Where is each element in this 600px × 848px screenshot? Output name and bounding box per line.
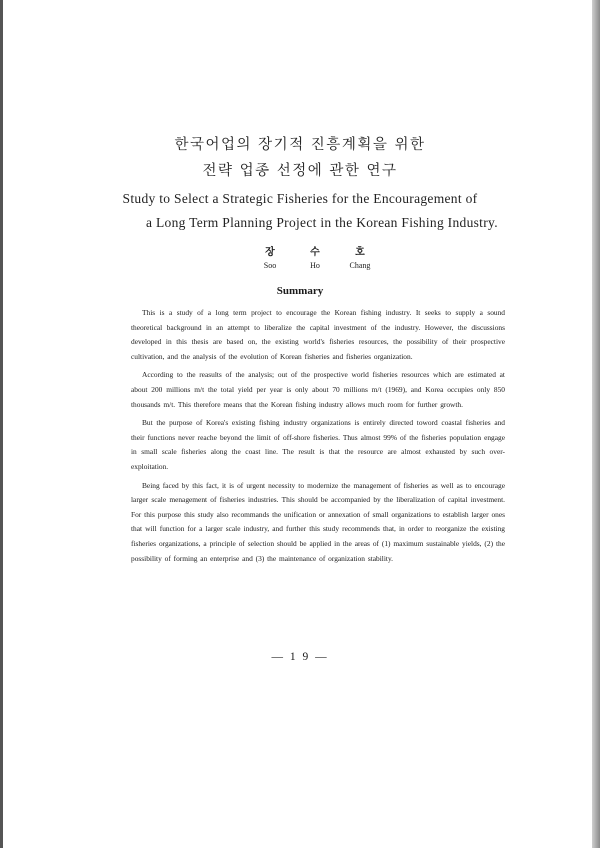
summary-heading: Summary bbox=[276, 285, 324, 297]
summary-paragraph: Being faced by this fact, it is of urgent necessity to modernize the management of fisheries as well as to encourage larger scale menagement of fisheries industries. This should be accompanied by the liberalization of capital investment. For this purpose this study also recommands the unification or annexation of small organizations to establish larger ones that will function for a larger scale industry, and further this study recommends that, in order to reorganize the existing fisheries organizations, a principle of selection should be applied in the areas of (1) maximum sustainable yields, (2) the possibility of forming an enterprise and (3) the maintenance of organization stability. bbox=[131, 480, 505, 563]
author-name-korean bbox=[250, 243, 380, 258]
summary-paragraph: This is a study of a long term project to encourage the Korean fishing industry. It seeks to supply a sound theoretical background in an attempt to liberalize the capital investment of the industry. However, the discussions developed in this thesis are based on, the existing world's fisheries resources, the possibility of their prospective cultivation, and the analysis of the evolution of Korean fisheries and fisheries organization. bbox=[131, 308, 505, 361]
korean-title-line-1: 한국어업의 장기적 진흥계획을 위한 bbox=[174, 137, 426, 153]
author-surname-korean: 장 bbox=[265, 247, 275, 258]
english-title-line-1: Study to Select a Strategic Fisheries for the Encouragement of bbox=[122, 191, 478, 206]
summary-body bbox=[131, 306, 505, 570]
english-title-line-2: a Long Term Planning Project in the Korean Fishing Industry. bbox=[146, 215, 498, 230]
summary-paragraph: But the purpose of Korea's existing fishing industry organizations is entirely directed toword coastal fisheries and their functions never reache beyond the limit of off-shore fisheries. Thus almost 99% of the fisheries population engage in small scale fisheries along the coast line. The result is that the resource are almost exhausted by such over-exploitation. bbox=[131, 418, 505, 471]
author-given-2-romanized: Ho bbox=[310, 261, 320, 270]
author-given-2-korean: 호 bbox=[355, 247, 365, 258]
author-name-romanized bbox=[250, 261, 380, 270]
korean-title-line-2: 전략 업종 선정에 관한 연구 bbox=[202, 163, 398, 179]
summary-paragraph: According to the reasults of the analysis; out of the prospective world fisheries resources which are estimated at about 200 millions m/t the total yield per year is only about 70 millions m/t (1969), and Korea occupies only 850 thousands m/t. This therefore means that the Korean fishing industry allows much room for further growth. bbox=[131, 370, 505, 409]
page-number: — 1 9 — bbox=[271, 651, 329, 663]
author-surname-romanized: Chang bbox=[349, 261, 371, 270]
author-given-1-romanized: Soo bbox=[263, 261, 277, 270]
author-given-1-korean: 수 bbox=[310, 247, 320, 258]
